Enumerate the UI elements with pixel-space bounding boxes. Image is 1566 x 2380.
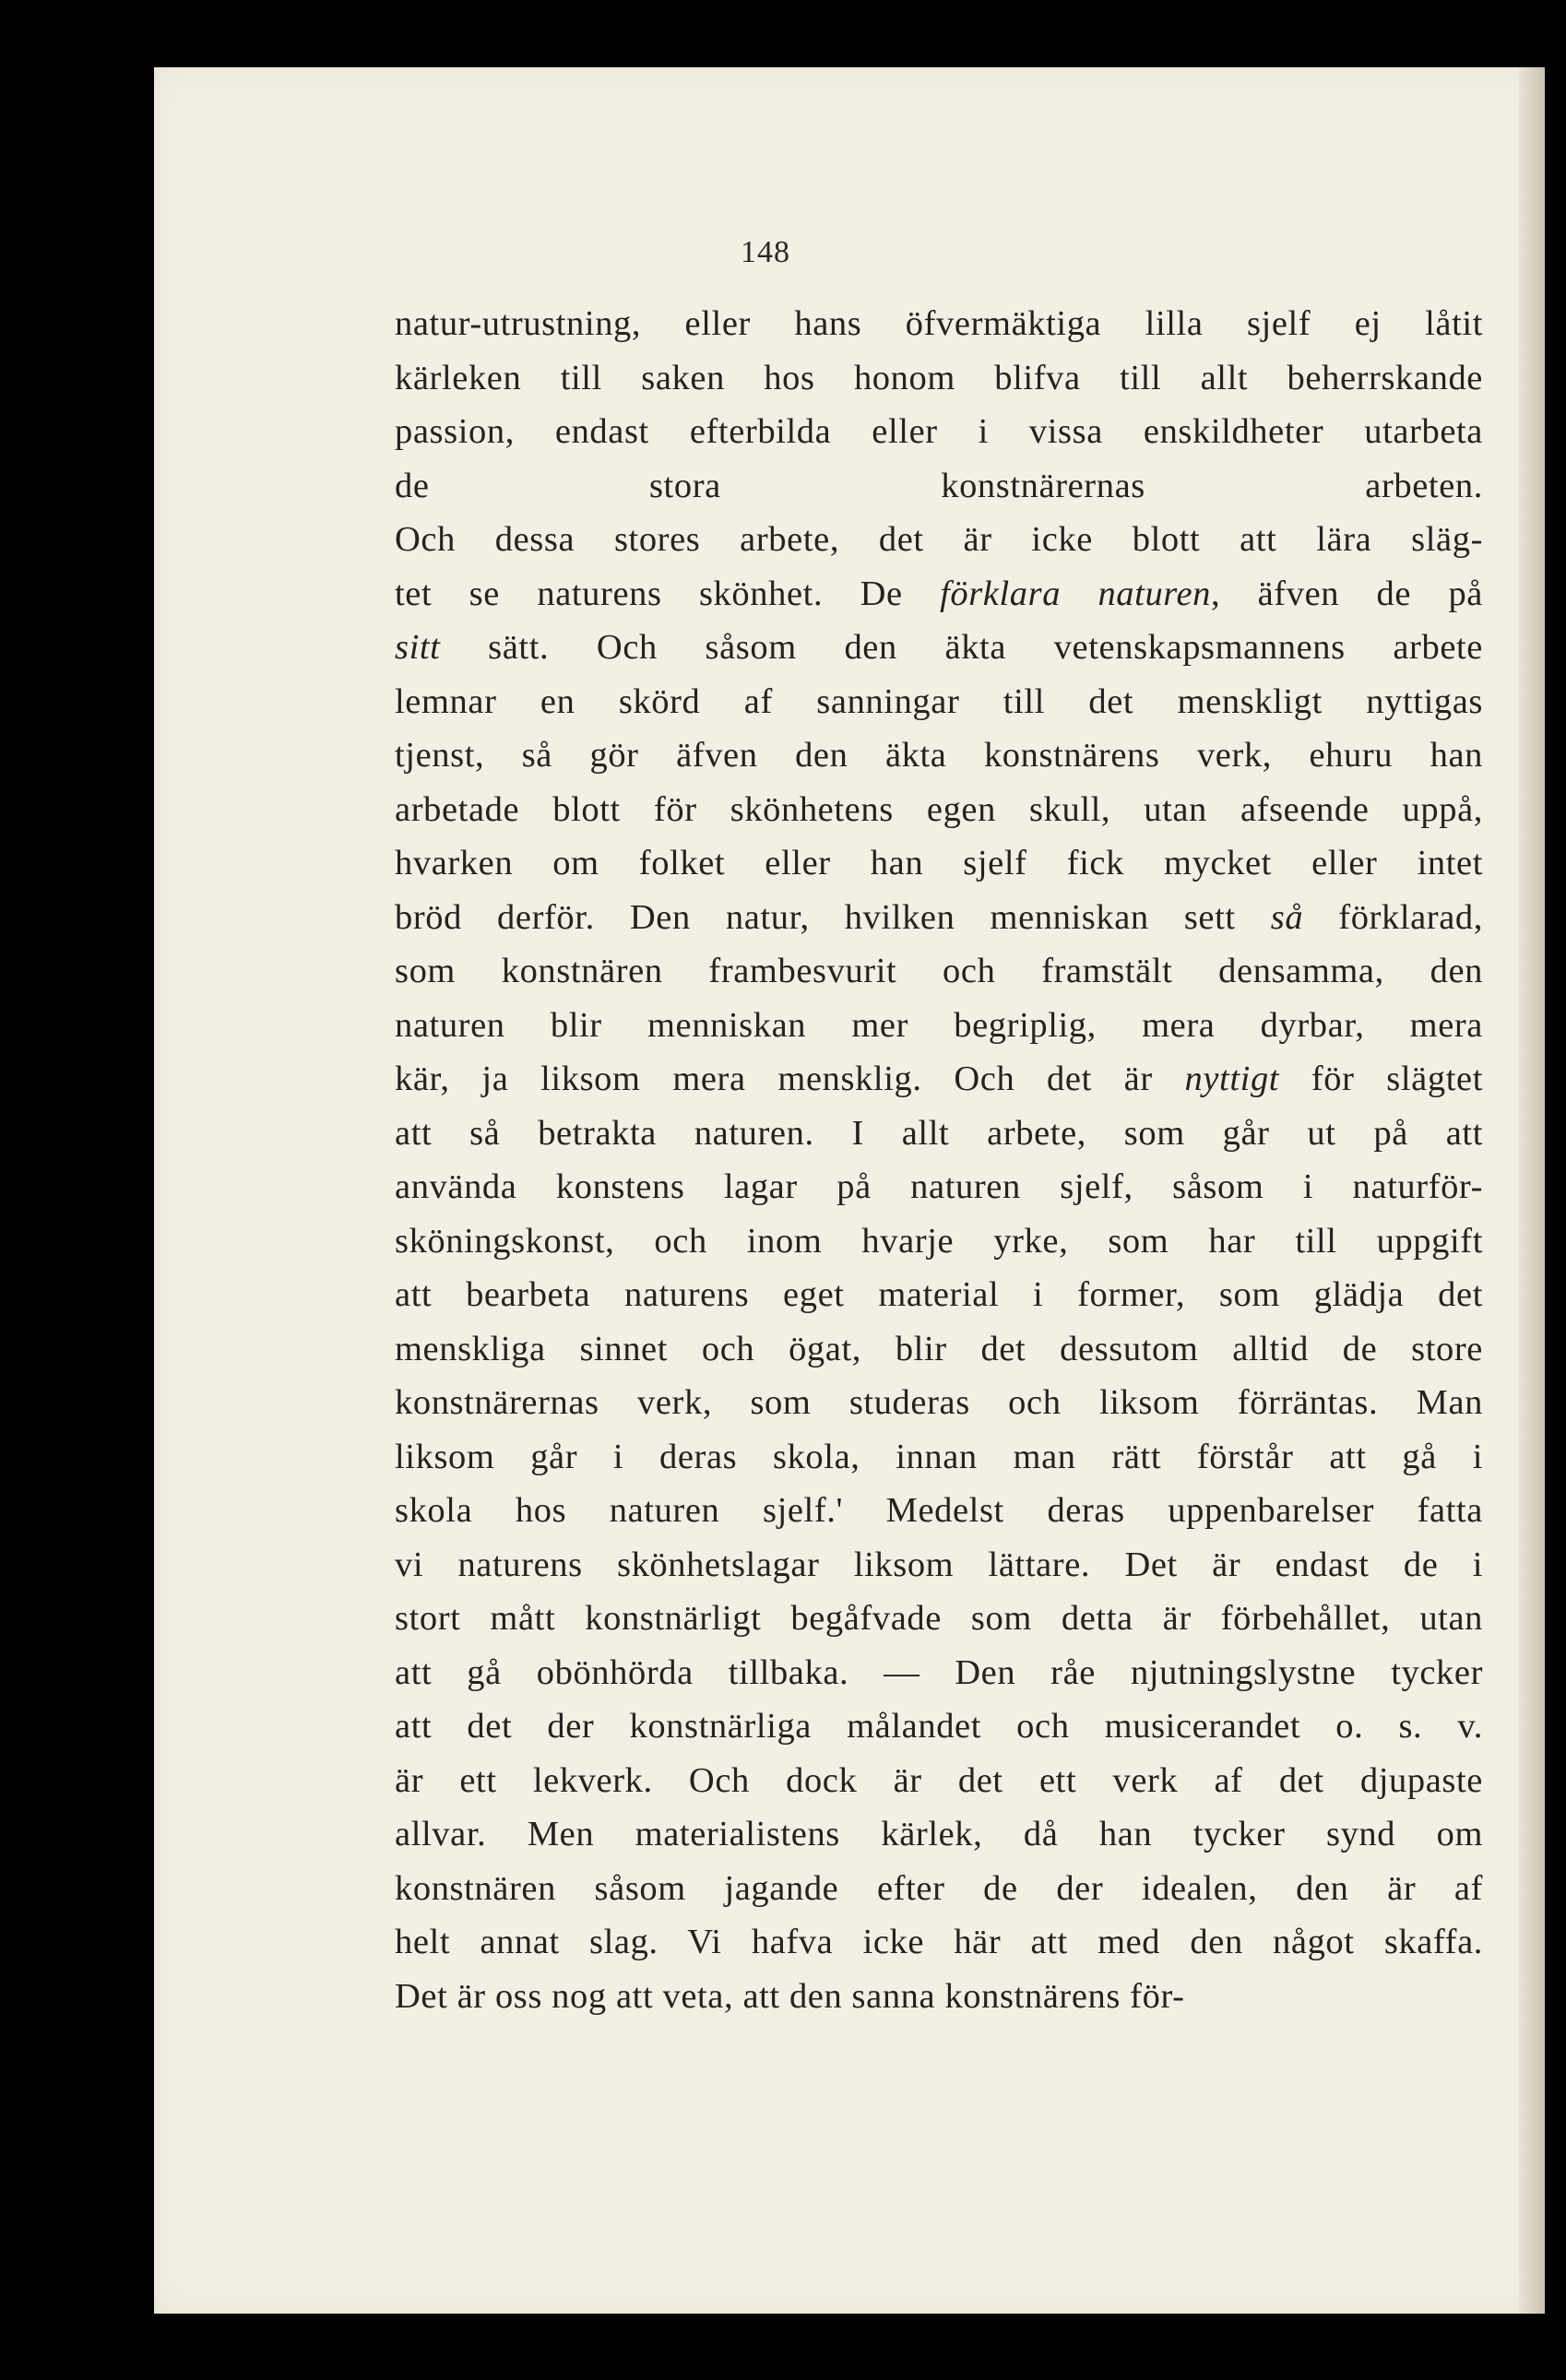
text-segment: tet se naturens skönhet. De: [395, 574, 941, 613]
text-line: [395, 405, 1483, 459]
text-segment: arbetade blott för skönhetens egen skull, utan afseende uppå,: [395, 789, 1483, 829]
text-segment: är ett lekverk. Och dock är det ett verk af det djupaste: [395, 1760, 1483, 1800]
text-line: [395, 891, 1483, 945]
text-line: [395, 1754, 1483, 1808]
text-line: [395, 1052, 1483, 1107]
text-segment: natur-utrustning, eller hans öfvermäktiga lilla sjelf ej låtit: [395, 304, 1483, 343]
text-line: [395, 1807, 1483, 1862]
text-line: [395, 1970, 1483, 2024]
text-line: [395, 1592, 1483, 1646]
text-line: [395, 1699, 1483, 1754]
text-line: [395, 297, 1483, 351]
text-segment: för slägtet: [1279, 1060, 1483, 1098]
text-segment: naturen blir menniskan mer begriplig, mera dyrbar, mera: [395, 1005, 1483, 1045]
text-line: [395, 1376, 1483, 1430]
text-segment: de stora konstnärernas arbeten.: [395, 466, 1483, 505]
text-line: [395, 783, 1483, 837]
text-line: [395, 1538, 1483, 1593]
text-line: [395, 1107, 1483, 1161]
text-segment: förklarad,: [1303, 897, 1483, 937]
text-segment: allvar. Men materialistens kärlek, då han tycker synd om: [395, 1815, 1483, 1853]
text-line: [395, 621, 1483, 675]
text-segment: att det der konstnärliga målandet och musicerandet o. s. v.: [395, 1707, 1483, 1746]
text-segment: menskliga sinnet och ögat, blir det dessutom alltid de store: [395, 1329, 1483, 1368]
text-line: [395, 567, 1483, 622]
text-segment: använda konstens lagar på naturen sjelf, såsom i naturför-: [395, 1167, 1483, 1206]
text-segment: att gå obönhörda tillbaka. — Den råe njutningslystne tycker: [395, 1652, 1483, 1692]
text-line: [395, 1214, 1483, 1269]
body-text: [395, 297, 1483, 2023]
text-segment: liksom går i deras skola, innan man rätt förstår att gå i: [395, 1437, 1483, 1476]
text-line: [395, 1862, 1483, 1916]
text-line: [395, 1322, 1483, 1377]
text-line: [395, 999, 1483, 1053]
italic-text-segment: förklara naturen: [940, 574, 1211, 613]
text-line: [395, 944, 1483, 999]
text-line: [395, 836, 1483, 891]
text-segment: helt annat slag. Vi hafva icke här att med den något skaffa.: [395, 1923, 1483, 1961]
text-segment: sätt. Och såsom den äkta vetenskapsmannens arbete: [440, 628, 1483, 667]
text-line: [395, 675, 1483, 729]
text-line: [395, 459, 1483, 514]
text-line: [395, 1268, 1483, 1322]
text-segment: Och dessa stores arbete, det är icke blott att lära släg-: [395, 520, 1483, 559]
text-line: [395, 1646, 1483, 1700]
text-segment: skola hos naturen sjelf.' Medelst deras uppenbarelser fatta: [395, 1491, 1483, 1530]
text-line: [395, 1915, 1483, 1970]
text-segment: kär, ja liksom mera mensklig. Och det är: [395, 1060, 1185, 1098]
text-segment: passion, endast efterbilda eller i vissa enskildheter utarbeta: [395, 412, 1483, 451]
text-segment: kärleken till saken hos honom blifva till allt beherrskande: [395, 358, 1483, 397]
text-segment: tjenst, så gör äfven den äkta konstnärens verk, ehuru han: [395, 736, 1483, 775]
page-number: 148: [741, 235, 790, 269]
text-line: [395, 728, 1483, 783]
text-segment: lemnar en skörd af sanningar till det menskligt nyttigas: [395, 681, 1483, 721]
text-segment: stort mått konstnärligt begåfvade som detta är förbehållet, utan: [395, 1599, 1483, 1638]
text-segment: Det är oss nog att veta, att den sanna konstnärens för-: [395, 1976, 1185, 2016]
text-segment: konstnären såsom jagande efter de der idealen, den är af: [395, 1868, 1483, 1908]
text-segment: vi naturens skönhetslagar liksom lättare. Det är endast de i: [395, 1545, 1483, 1584]
page-edge: [1519, 67, 1545, 2314]
italic-text-segment: sitt: [395, 628, 441, 667]
italic-text-segment: nyttigt: [1184, 1060, 1280, 1098]
text-segment: sköningskonst, och inom hvarje yrke, som har till uppgift: [395, 1221, 1483, 1261]
text-segment: att så betrakta naturen. I allt arbete, som går ut på att: [395, 1113, 1483, 1153]
text-segment: hvarken om folket eller han sjelf fick mycket eller intet: [395, 844, 1483, 882]
italic-text-segment: så: [1270, 897, 1304, 937]
text-segment: bröd derför. Den natur, hvilken menniskan sett: [395, 897, 1271, 937]
text-line: [395, 351, 1483, 406]
text-line: [395, 1160, 1483, 1214]
text-segment: som konstnären frambesvurit och framstält densamma, den: [395, 952, 1483, 990]
text-segment: att bearbeta naturens eget material i former, som glädja det: [395, 1275, 1483, 1314]
text-segment: konstnärernas verk, som studeras och liksom förräntas. Man: [395, 1383, 1483, 1422]
text-line: [395, 513, 1483, 567]
text-line: [395, 1484, 1483, 1538]
text-segment: , äfven de på: [1211, 574, 1483, 613]
text-line: [395, 1430, 1483, 1485]
